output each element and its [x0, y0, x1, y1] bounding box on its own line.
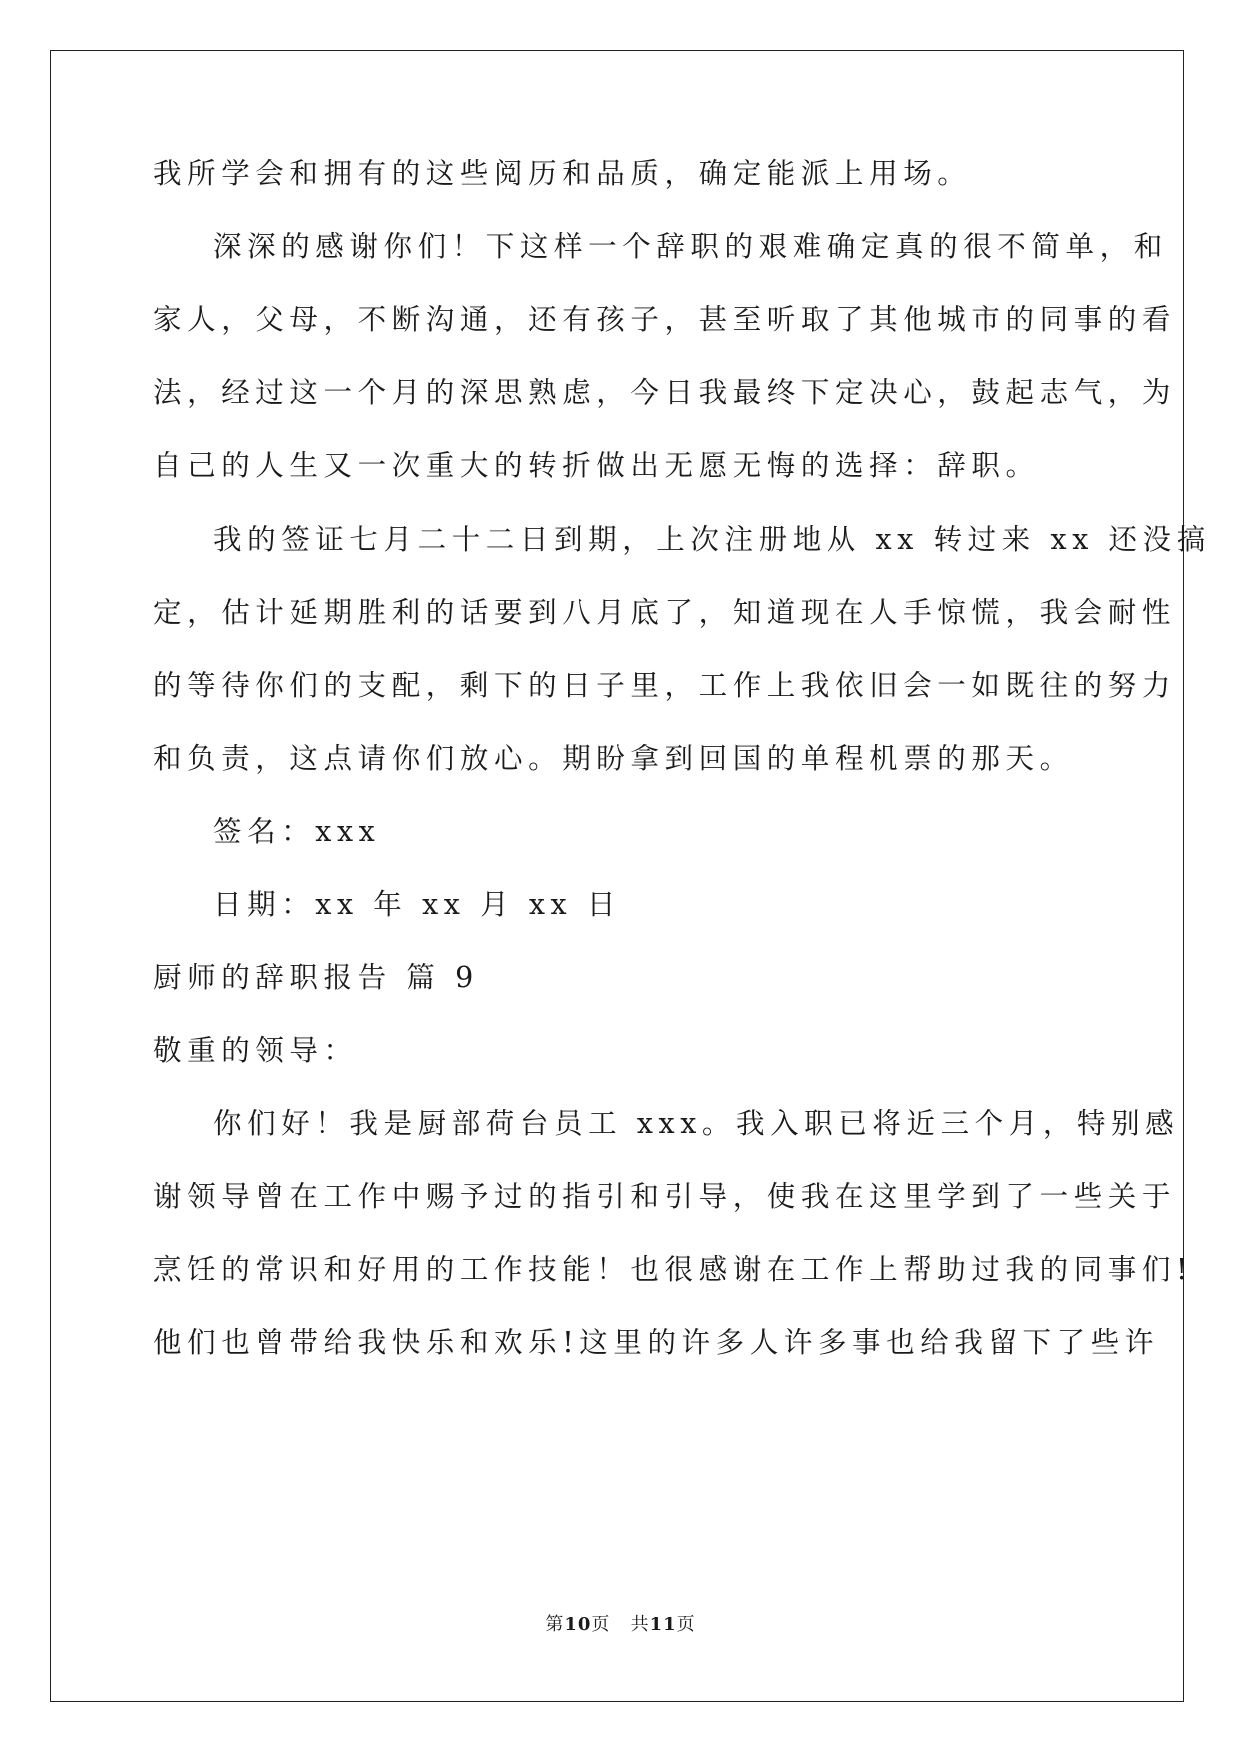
signature-line: 签名：xxx [213, 815, 381, 848]
page-number: 10 [564, 1614, 592, 1635]
salutation: 敬重的领导： [153, 1034, 358, 1067]
text-line: 和负责，这点请你们放心。期盼拿到回国的单程机票的那天。 [153, 742, 1074, 775]
paragraph-start: 你们好！我是厨部荷台员工 xxx。我入职已将近三个月，特别感 [213, 1107, 1180, 1140]
text-line: 的等待你们的支配，剩下的日子里，工作上我依旧会一如既往的努力 [153, 669, 1177, 702]
paragraph-start: 我的签证七月二十二日到期，上次注册地从 xx 转过来 xx 还没搞 [213, 523, 1211, 556]
paragraph-start: 深深的感谢你们！下这样一个辞职的艰难确定真的很不简单，和 [213, 230, 1168, 263]
page-border [50, 50, 1184, 1702]
total-suffix: 页 [676, 1614, 696, 1635]
text-line: 法，经过这一个月的深思熟虑，今日我最终下定决心，鼓起志气，为 [153, 376, 1177, 409]
section-title: 厨师的辞职报告 篇 9 [153, 961, 479, 994]
total-pages: 11 [649, 1614, 677, 1635]
text-line: 家人，父母，不断沟通，还有孩子，甚至听取了其他城市的同事的看 [153, 303, 1177, 336]
text-line: 我所学会和拥有的这些阅历和品质，确定能派上用场。 [153, 157, 972, 190]
date-line: 日期：xx 年 xx 月 xx 日 [213, 888, 621, 921]
text-line: 自己的人生又一次重大的转折做出无愿无悔的选择：辞职。 [153, 449, 1040, 482]
total-prefix: 共 [630, 1614, 650, 1635]
text-line: 烹饪的常识和好用的工作技能！也很感谢在工作上帮助过我的同事们! [153, 1253, 1194, 1286]
page-prefix: 第 [545, 1614, 565, 1635]
page-suffix: 页 [591, 1614, 611, 1635]
text-line: 他们也曾带给我快乐和欢乐!这里的许多人许多事也给我留下了些许 [153, 1326, 1159, 1359]
text-line: 谢领导曾在工作中赐予过的指引和引导，使我在这里学到了一些关于 [153, 1180, 1177, 1213]
page-footer [0, 1616, 1241, 1634]
text-line: 定，估计延期胜利的话要到八月底了，知道现在人手惊慌，我会耐性 [153, 596, 1177, 629]
